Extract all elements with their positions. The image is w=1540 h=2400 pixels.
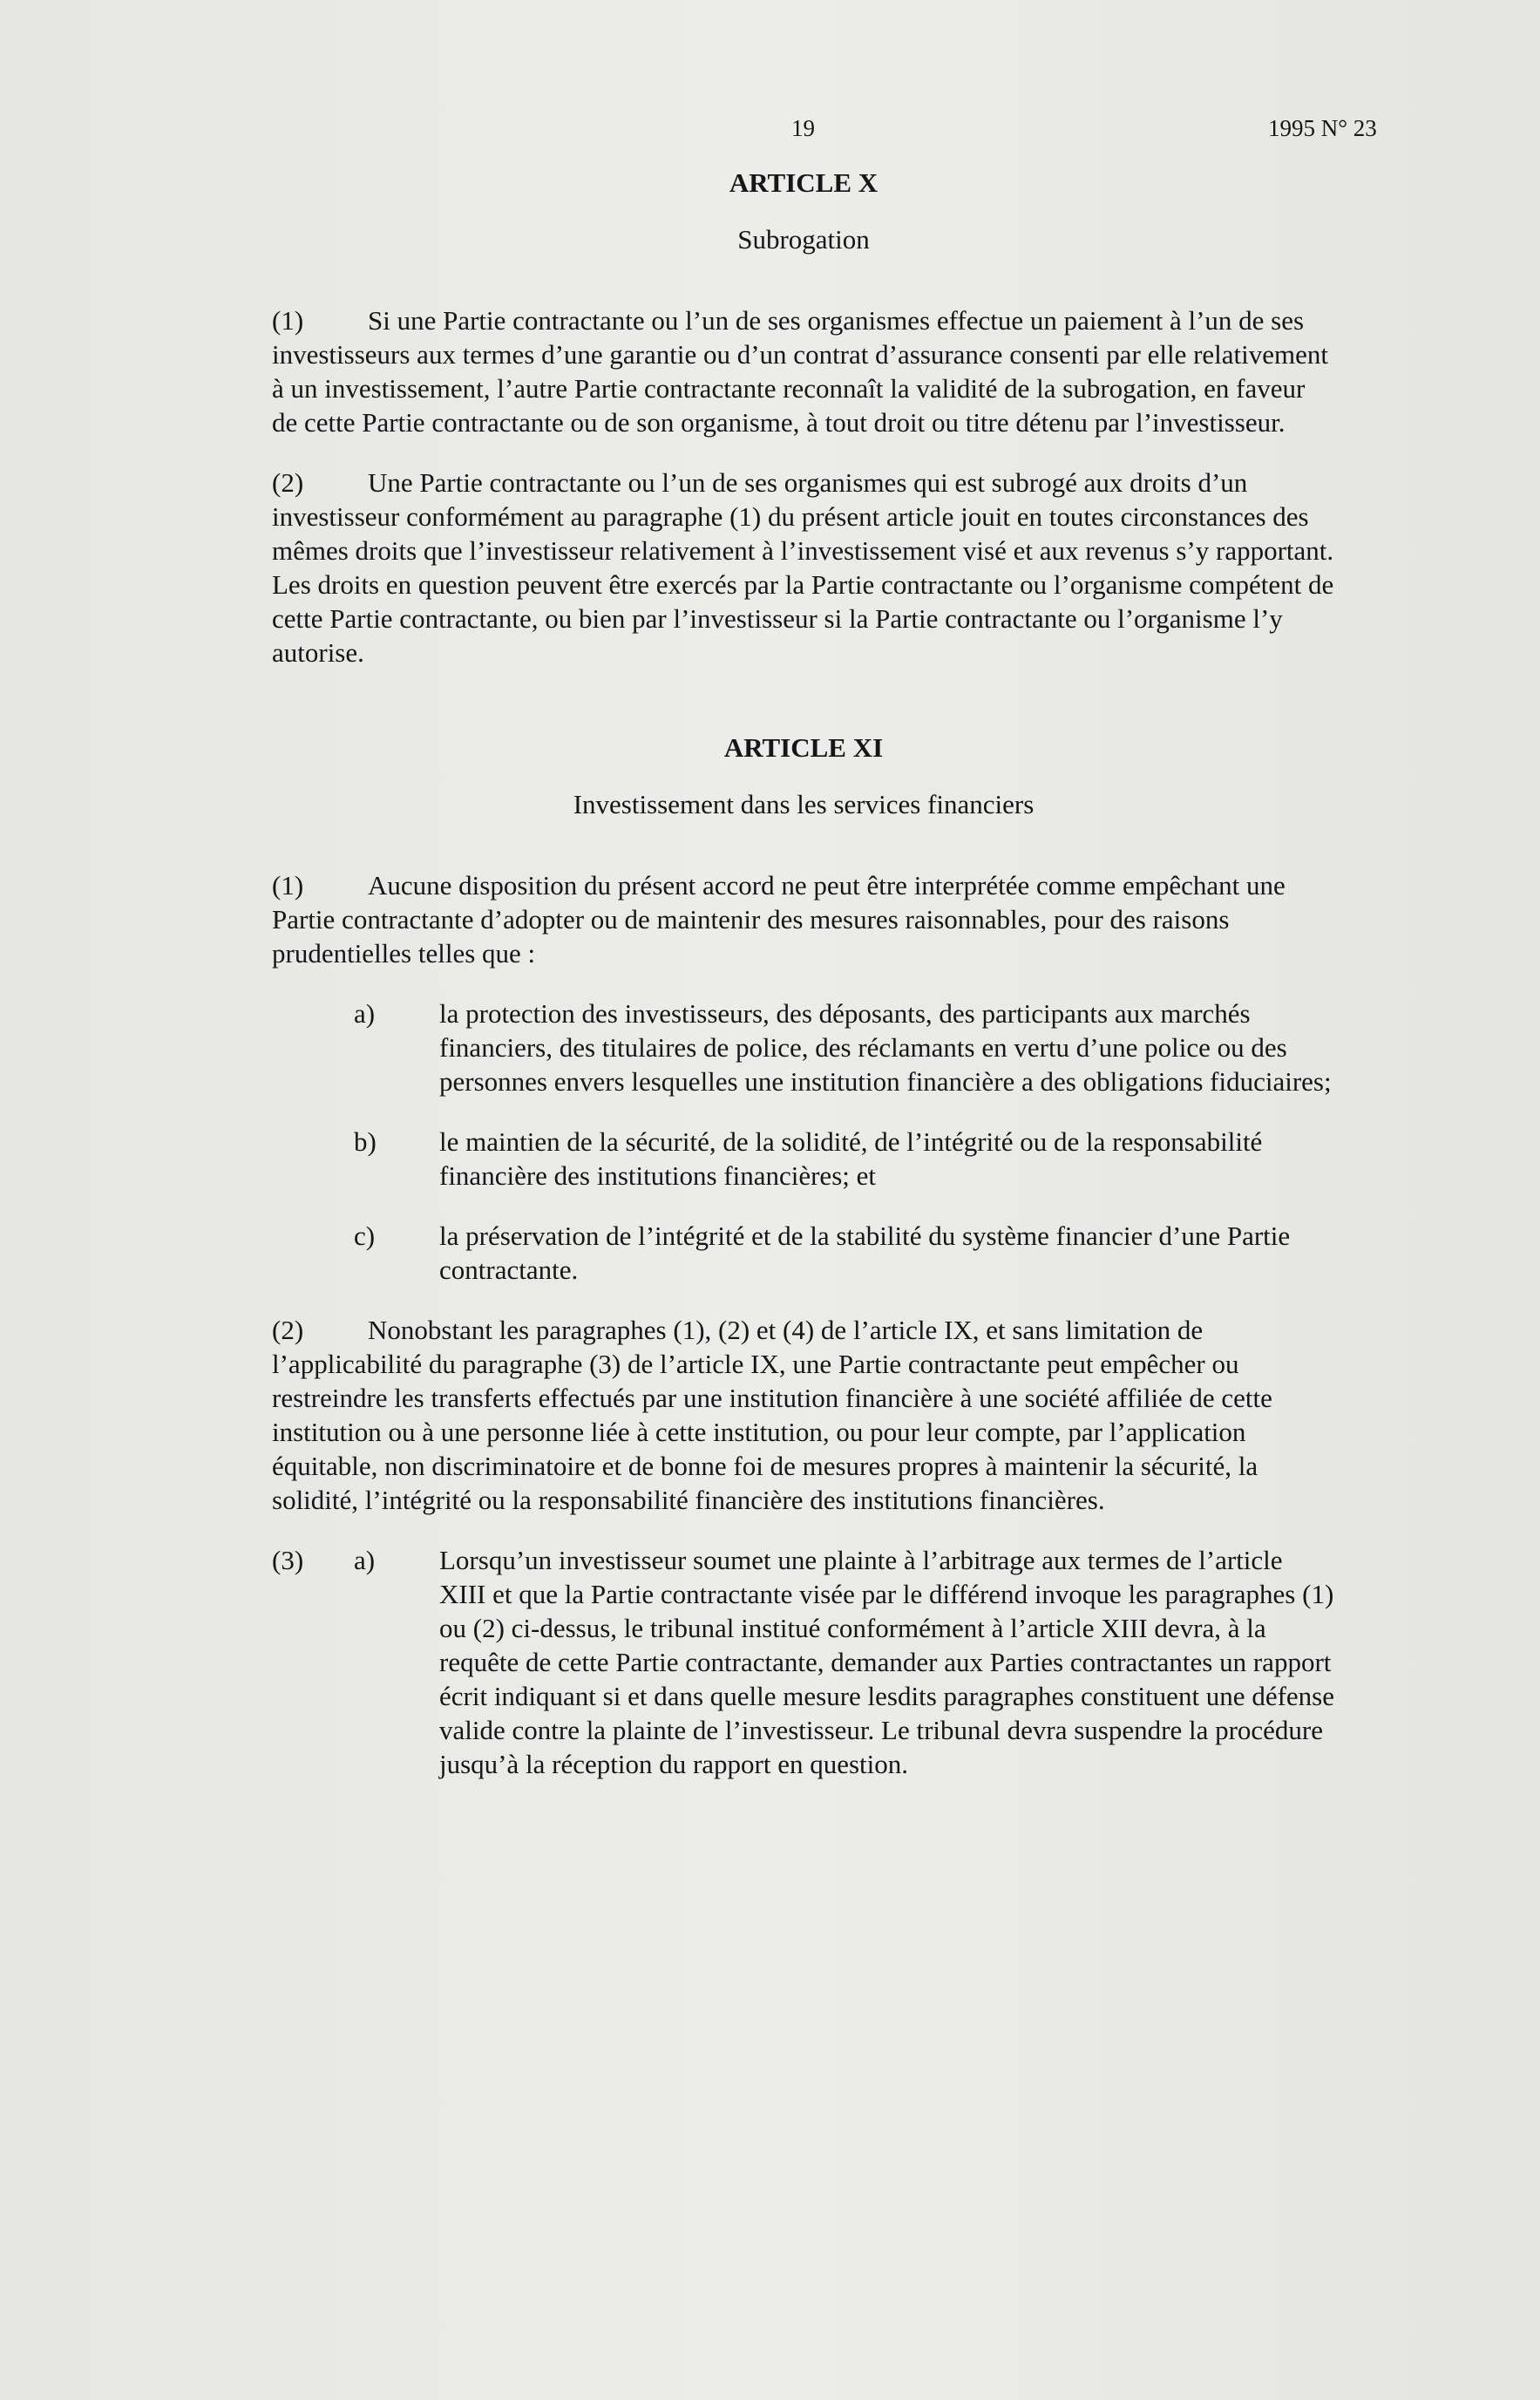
page-number: 19: [791, 115, 815, 141]
item-label: c): [354, 1220, 376, 1251]
item-text: la préservation de l’intégrité et de la stabilité du système financier d’une Partie contractante.: [439, 1220, 1291, 1285]
list-item: [354, 1125, 1335, 1193]
paragraph-text: Si une Partie contractante ou l’un de ses organismes effectue un paiement à l’un de ses investisseurs aux termes d’une garantie ou d’un contrat d’assurance consenti par elle relativement à un investissement, l’autre Partie contractante reconnaît la validité de la subrogation, en faveur de cette Partie contractante ou de son organisme, à tout droit ou titre détenu par l’investisseur.: [272, 305, 1328, 438]
item-text: le maintien de la sécurité, de la solidité, de l’intégrité ou de la responsabilité financière des institutions financières; et: [439, 1126, 1263, 1191]
list-item: [354, 996, 1335, 1098]
document-body: [272, 166, 1335, 1807]
article-x-subtitle: Subrogation: [737, 224, 870, 255]
list-item: [354, 1219, 1335, 1287]
article-x-paragraph-2: [272, 466, 1335, 670]
paragraph-number: (1): [272, 870, 304, 901]
article-xi-item-list: [354, 996, 1335, 1287]
paragraph-text: Une Partie contractante ou l’un de ses organismes qui est subrogé aux droits d’un investisseur conformément au paragraphe (1) du présent article jouit en toutes circonstances des mêmes droits que l’investisseur relativement à l’investissement visé et aux revenus s’y rapportant. Les droits en question peuvent être exercés par la Partie contractante ou l’organisme compétent de cette Partie contractante, ou bien par l’investisseur si la Partie contractante ou l’organisme l’y autorise.: [272, 467, 1334, 668]
paragraph-text: Aucune disposition du présent accord ne peut être interprétée comme empêchant une Partie contractante d’adopter ou de maintenir des mesures raisonnables, pour des raisons prudentielles telles que :: [272, 870, 1286, 969]
issue-reference: 1995 N° 23: [1268, 115, 1377, 141]
paragraph-number: (2): [272, 1315, 304, 1345]
paragraph-number: (3): [272, 1545, 304, 1575]
article-xi-title: ARTICLE XI: [723, 732, 884, 763]
article-x-title: ARTICLE X: [729, 167, 879, 198]
item-text: la protection des investisseurs, des déposants, des participants aux marchés financiers, des titulaires de police, des réclamants en vertu d’une police ou des personnes envers lesquelles une institution financière a des obligations fiduciaires;: [439, 998, 1332, 1097]
paragraph-text: Lorsqu’un investisseur soumet une plainte à l’arbitrage aux termes de l’article XIII et que la Partie contractante visée par le différend invoque les paragraphes (1) ou (2) ci-dessus, le tribunal institué conformément à l’article XIII devra, à la requête de cette Partie contractante, demander aux Parties contractantes un rapport écrit indiquant si et dans quelle mesure lesdits paragraphes constituent une défense valide contre la plainte de l’investisseur. Le tribunal devra suspendre la procédure jusqu’à la réception du rapport en question.: [439, 1545, 1334, 1779]
article-x-paragraph-1: [272, 303, 1335, 439]
paragraph-number: (2): [272, 467, 304, 498]
paragraph-text: Nonobstant les paragraphes (1), (2) et (4) de l’article IX, et sans limitation de l’applicabilité du paragraphe (3) de l’article IX, une Partie contractante peut empêcher ou restreindre les transferts effectués par une institution financière à une société affiliée de cette institution ou à une personne liée à cette institution, ou pour leur compte, par l’application équitable, non discriminatoire et de bonne foi de mesures propres à maintenir la sécurité, la solidité, l’intégrité ou la responsabilité financière des institutions financières.: [272, 1315, 1272, 1515]
item-label: b): [354, 1126, 377, 1157]
article-xi-paragraph-1: [272, 868, 1335, 970]
item-label: a): [354, 998, 376, 1029]
item-label: a): [354, 1545, 376, 1575]
article-xi-subtitle: Investissement dans les services financiers: [573, 789, 1035, 819]
article-xi-paragraph-3: [272, 1543, 1335, 1781]
paragraph-number: (1): [272, 305, 304, 336]
article-xi-paragraph-2: [272, 1313, 1335, 1517]
